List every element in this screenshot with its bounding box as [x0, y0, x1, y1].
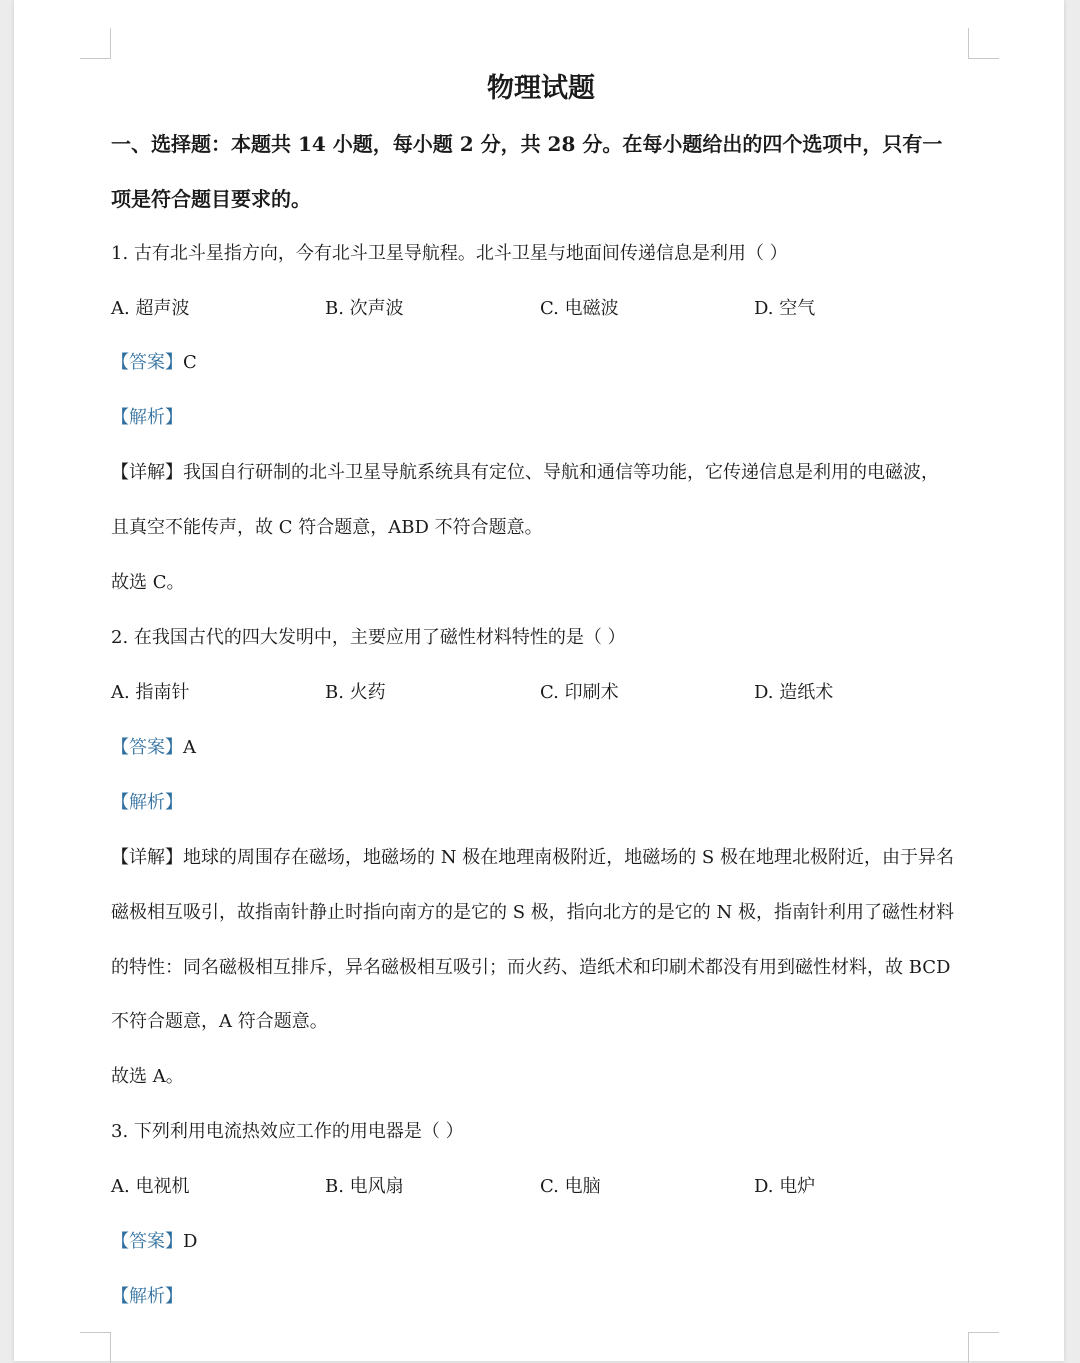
q2-detail-text1: 地球的周围存在磁场，地磁场的 N 极在地理南极附近，地磁场的 S 极在地理北极附近，由于异名 — [183, 847, 954, 868]
crop-mark-bottom-left — [80, 1332, 111, 1363]
q1-answer — [111, 351, 197, 375]
q3-analysis-label: 【解析】 — [111, 1286, 183, 1307]
q2-option-b: B. 火药 — [325, 682, 386, 703]
q3-option-c: C. 电脑 — [540, 1176, 601, 1197]
q2-detail-line4: 不符合题意，A 符合题意。 — [111, 1011, 328, 1032]
detail-label: 【详解】 — [111, 462, 183, 483]
q3-option-a: A. 电视机 — [111, 1176, 190, 1197]
q1-detail-text1: 我国自行研制的北斗卫星导航系统具有定位、导航和通信等功能，它传递信息是利用的电磁波， — [183, 462, 939, 483]
q2-answer — [111, 736, 196, 760]
q2-answer-value: A — [183, 737, 196, 758]
q3-option-b: B. 电风扇 — [325, 1176, 404, 1197]
q2-option-d: D. 造纸术 — [754, 682, 834, 703]
q2-option-a: A. 指南针 — [111, 682, 190, 703]
q3-answer — [111, 1230, 197, 1254]
q1-option-b: B. 次声波 — [325, 298, 404, 319]
q2-detail-line2: 磁极相互吸引，故指南针静止时指向南方的是它的 S 极，指向北方的是它的 N 极，指南针利用了磁性材料 — [111, 902, 954, 923]
page-title: 物理试题 — [487, 73, 595, 104]
crop-mark-top-right — [968, 28, 999, 59]
q2-analysis-label: 【解析】 — [111, 792, 183, 813]
q2-option-c: C. 印刷术 — [540, 682, 619, 703]
q1-analysis-label: 【解析】 — [111, 407, 183, 428]
section-heading-line1: 一、选择题：本题共 14 小题，每小题 2 分，共 28 分。在每小题给出的四个选项中，只有一 — [111, 132, 943, 156]
q2-stem: 2. 在我国古代的四大发明中，主要应用了磁性材料特性的是（ ） — [111, 627, 626, 648]
document-page — [14, 0, 1064, 1361]
q3-option-d: D. 电炉 — [754, 1176, 816, 1197]
q1-detail-line2: 且真空不能传声，故 C 符合题意，ABD 不符合题意。 — [111, 517, 543, 538]
q1-option-d: D. 空气 — [754, 298, 816, 319]
q2-detail-line3: 的特性：同名磁极相互排斥，异名磁极相互吸引；而火药、造纸术和印刷术都没有用到磁性材料，故 BCD — [111, 957, 951, 978]
q1-option-c: C. 电磁波 — [540, 298, 619, 319]
answer-label: 【答案】 — [111, 737, 183, 758]
q3-stem: 3. 下列利用电流热效应工作的用电器是（ ） — [111, 1121, 464, 1142]
crop-mark-top-left — [80, 28, 111, 59]
q1-detail-line1 — [111, 461, 939, 485]
q1-option-a: A. 超声波 — [111, 298, 190, 319]
q2-conclusion: 故选 A。 — [111, 1066, 184, 1087]
q1-answer-value: C — [183, 352, 197, 373]
q2-detail-line1 — [111, 846, 954, 870]
q3-answer-value: D — [183, 1231, 198, 1252]
answer-label: 【答案】 — [111, 352, 183, 373]
section-heading-line2: 项是符合题目要求的。 — [111, 187, 311, 211]
q1-conclusion: 故选 C。 — [111, 572, 185, 593]
answer-label: 【答案】 — [111, 1231, 183, 1252]
crop-mark-bottom-right — [968, 1332, 999, 1363]
detail-label: 【详解】 — [111, 847, 183, 868]
q1-stem: 1. 古有北斗星指方向，今有北斗卫星导航程。北斗卫星与地面间传递信息是利用（ ） — [111, 243, 788, 264]
